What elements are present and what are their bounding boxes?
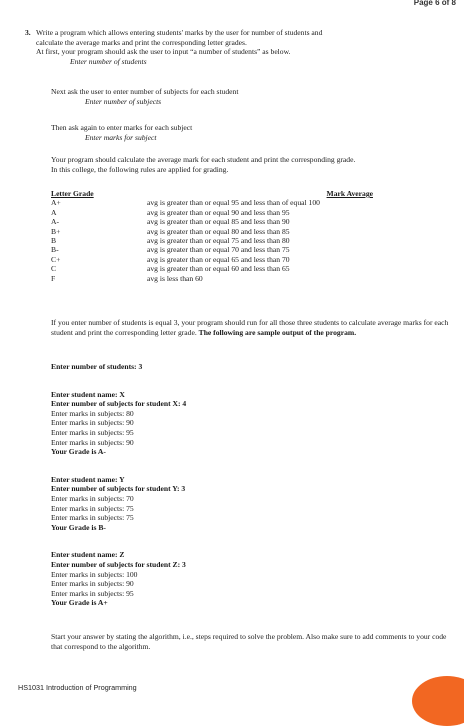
intro-line-3: At first, your program should ask the user to input “a number of students” as below. — [36, 47, 291, 57]
grade-row — [51, 227, 373, 236]
page-number: Page 6 of 8 — [413, 0, 456, 7]
subjects-instruction — [51, 87, 451, 106]
grade-row — [51, 255, 373, 264]
grade-letter: B- — [51, 245, 59, 255]
student-name-line: Enter student name: X — [51, 389, 125, 399]
footer-course-title: HS1031 Introduction of Programming — [18, 683, 137, 692]
student-mark-line: Enter marks in subjects: 70 — [51, 493, 134, 503]
sample-num-students: Enter number of students: 3 — [51, 362, 143, 371]
student-mark-line: Enter marks in subjects: 100 — [51, 569, 138, 579]
grade-rule: avg is greater than or equal 80 and less than 85 — [147, 226, 290, 236]
grade-letter: B — [51, 236, 57, 246]
grade-letter: A — [51, 207, 57, 217]
next-subjects-text: Next ask the user to enter number of subjects for each student — [51, 87, 239, 96]
grade-rule: avg is greater than or equal 65 and less than 70 — [147, 254, 290, 264]
grade-letter: C+ — [51, 254, 61, 264]
grade-row — [51, 264, 373, 273]
student-mark-line: Enter marks in subjects: 90 — [51, 437, 134, 447]
prompt-marks: Enter marks for subject — [85, 132, 157, 142]
sample-intro-bold: The following are sample output of the program. — [198, 327, 357, 337]
grade-row — [51, 198, 373, 207]
grade-letter: F — [51, 273, 56, 283]
sample-intro-body: If you enter number of students is equal 3, your program should run for all those three students to calculate average marks for each student and print the corresponding letter grade. — [51, 318, 449, 337]
grade-rule: avg is greater than or equal 95 and less than of equal 100 — [147, 198, 320, 208]
grade-letter: A+ — [51, 198, 61, 208]
grade-row — [51, 274, 373, 283]
marks-instruction — [51, 123, 451, 142]
question-number: 3. — [25, 28, 31, 37]
grade-rule: avg is greater than or equal 60 and less than 65 — [147, 264, 290, 274]
sample-intro-text — [51, 318, 459, 337]
sample-student-block — [51, 550, 451, 608]
student-name-line: Enter student name: Y — [51, 474, 125, 484]
student-grade-line: Your Grade is B- — [51, 522, 106, 532]
grade-rule: avg is greater than or equal 90 and less than 95 — [147, 207, 290, 217]
student-mark-line: Enter marks in subjects: 75 — [51, 513, 134, 523]
calc-instruction — [51, 155, 461, 174]
student-mark-line: Enter marks in subjects: 95 — [51, 427, 134, 437]
grade-table-wrap — [51, 189, 451, 283]
grade-table — [51, 189, 373, 283]
student-mark-line: Enter marks in subjects: 80 — [51, 408, 134, 418]
grade-rule: avg is less than 60 — [147, 273, 203, 283]
prompt-students: Enter number of students — [70, 56, 147, 66]
closing-instruction — [51, 632, 459, 651]
student-name-line: Enter student name: Z — [51, 550, 125, 560]
sample-student-block — [51, 390, 451, 457]
sample-student-block — [51, 475, 451, 533]
intro-line-2: calculate the average marks and print the corresponding letter grades. — [36, 37, 247, 47]
student-subjects-line: Enter number of subjects for student X: 4 — [51, 399, 187, 409]
sample-intro — [51, 318, 459, 337]
mark-average-header: Mark Average — [326, 189, 373, 198]
then-marks-text: Then ask again to enter marks for each subject — [51, 123, 193, 132]
student-grade-line: Your Grade is A+ — [51, 598, 108, 608]
grade-row — [51, 236, 373, 245]
grade-rule: avg is greater than or equal 70 and less than 75 — [147, 245, 290, 255]
grade-letter: B+ — [51, 226, 61, 236]
student-mark-line: Enter marks in subjects: 75 — [51, 503, 134, 513]
grade-letter: C — [51, 264, 57, 274]
grade-row — [51, 208, 373, 217]
sample-students — [51, 390, 451, 608]
student-subjects-line: Enter number of subjects for student Y: 3 — [51, 484, 186, 494]
sample-output — [51, 362, 451, 608]
intro-line-1: Write a program which allows entering students' marks by the user for number of students and — [36, 28, 323, 37]
grade-rule: avg is greater than or equal 85 and less than 90 — [147, 217, 290, 227]
grade-letter: A- — [51, 217, 60, 227]
student-mark-line: Enter marks in subjects: 95 — [51, 588, 134, 598]
question-block — [25, 28, 445, 66]
student-mark-line: Enter marks in subjects: 90 — [51, 418, 134, 428]
student-subjects-line: Enter number of subjects for student Z: 3 — [51, 559, 186, 569]
calc-line-1: Your program should calculate the average mark for each student and print the corresponding grade. — [51, 155, 356, 164]
calc-line-2: In this college, the following rules are applied for grading. — [51, 164, 229, 174]
grade-row — [51, 217, 373, 226]
corner-decoration — [412, 676, 464, 726]
grade-rule: avg is greater than or equal 75 and less than 80 — [147, 236, 290, 246]
prompt-subjects: Enter number of subjects — [85, 96, 162, 106]
student-mark-line: Enter marks in subjects: 90 — [51, 579, 134, 589]
letter-grade-header: Letter Grade — [51, 189, 94, 198]
grade-row — [51, 245, 373, 254]
closing-text: Start your answer by stating the algorithm, i.e., steps required to solve the problem. Also make sure to add comments to your code that correspond to the algorithm. — [51, 632, 447, 651]
student-grade-line: Your Grade is A- — [51, 447, 106, 457]
